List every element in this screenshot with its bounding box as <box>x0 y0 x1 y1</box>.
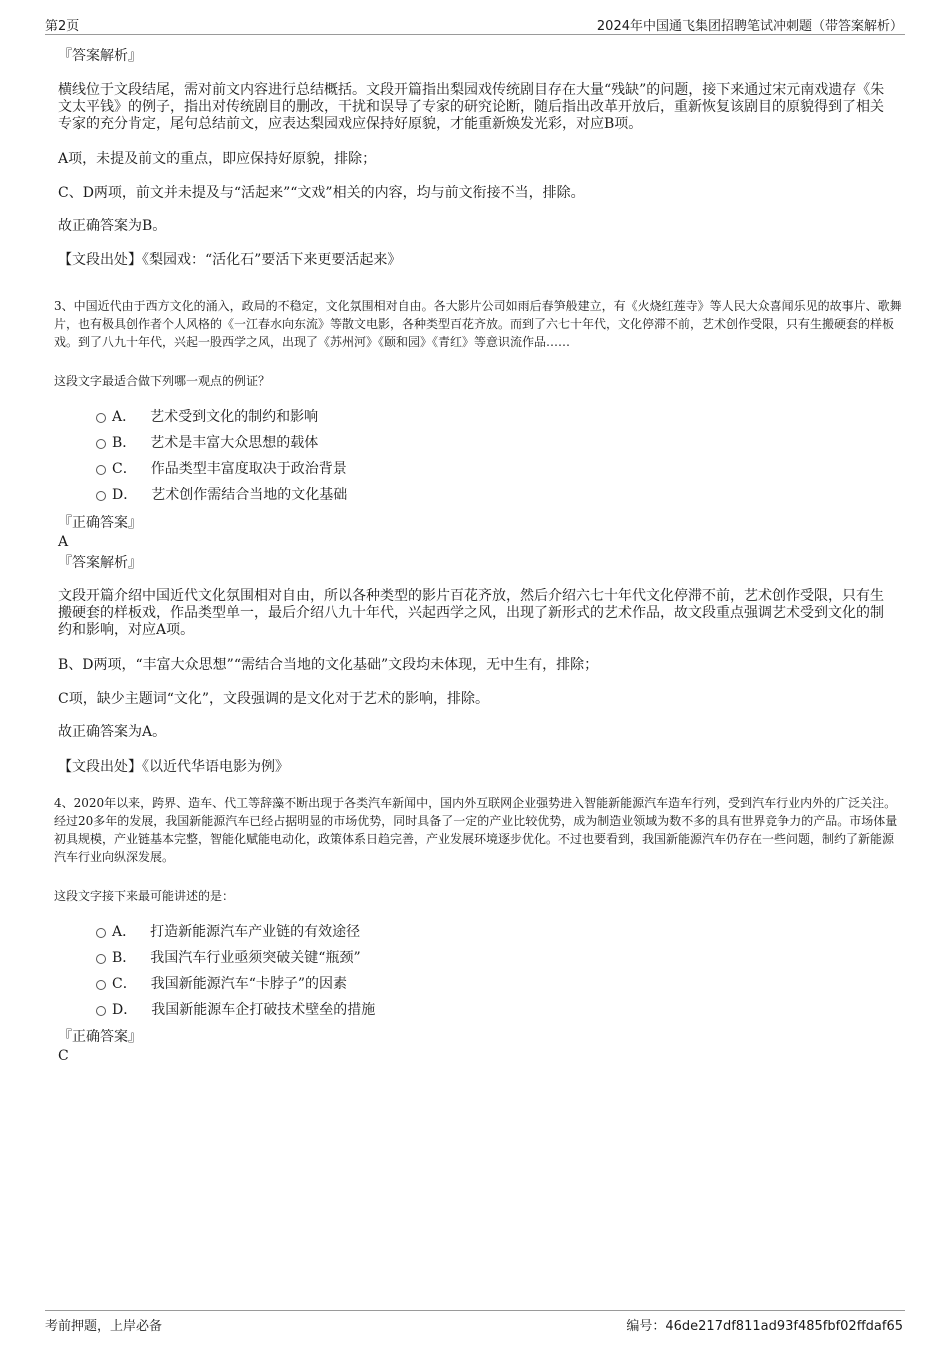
passage-source: 【文段出处】《梨园戏：“活化石”要活下来更要活起来》 <box>58 252 402 268</box>
page-number: 第2页 <box>45 19 80 34</box>
analysis-conclusion: 故正确答案为A。 <box>58 724 167 740</box>
correct-answer: C <box>58 1048 69 1064</box>
passage-source: 【文段出处】《以近代华语电影为例》 <box>58 759 289 775</box>
radio-icon[interactable] <box>96 954 106 964</box>
option-text: 艺术是丰富大众思想的载体 <box>150 435 319 451</box>
radio-icon[interactable] <box>96 980 106 990</box>
option-letter: D． <box>112 1002 138 1018</box>
option-c[interactable] <box>96 460 347 478</box>
analysis-heading: 『答案解析』 <box>58 48 142 64</box>
radio-icon[interactable] <box>96 1006 106 1016</box>
option-text: 我国汽车行业亟须突破关键“瓶颈” <box>150 950 361 966</box>
option-d[interactable] <box>96 486 347 504</box>
footer-slogan: 考前押题，上岸必备 <box>45 1319 163 1334</box>
answer-heading: 『正确答案』 <box>58 1029 142 1045</box>
option-text: 我国新能源车企打破技术壁垒的措施 <box>151 1002 376 1018</box>
option-letter: B． <box>112 950 137 966</box>
option-text: 艺术创作需结合当地的文化基础 <box>151 487 348 503</box>
correct-answer: A <box>58 534 69 550</box>
page-footer <box>45 1310 905 1335</box>
analysis-text: 横线位于文段结尾，需对前文内容进行总结概括。文段开篇指出梨园戏传统剧目存在大量“残缺”的问题，接下来通过宋元南戏遗存《朱文太平钱》的例子，指出对传统剧目的删改，干扰和误导了专家的研究论断，随后指出改革开放后，重新恢复该剧目的原貌得到了相关专家的充分肯定，尾句总结前文，应表达梨园戏应保持好原貌，才能重新焕发光彩，对应B项。 <box>58 82 885 132</box>
document-title: 2024年中国通飞集团招聘笔试冲刺题（带答案解析） <box>596 19 903 34</box>
option-letter: C． <box>112 976 137 992</box>
analysis-heading: 『答案解析』 <box>58 555 142 571</box>
question-prompt: 这段文字接下来最可能讲述的是： <box>54 889 235 903</box>
radio-icon[interactable] <box>96 928 106 938</box>
option-b[interactable] <box>96 949 361 967</box>
radio-icon[interactable] <box>96 465 106 475</box>
analysis-note-c: C项，缺少主题词“文化”，文段强调的是文化对于艺术的影响，排除。 <box>58 691 490 707</box>
question-stem: 4、2020年以来，跨界、造车、代工等辞藻不断出现于各类汽车新闻中，国内外互联网企业强势进入智能新能源汽车造车行列，受到汽车行业内外的广泛关注。经过20多年的发展，我国新能源汽车已经占据明显的市场优势，同时具备了一定的产业比较优势，成为制造业领域为数不多的具有世界竞争力的产品。市场体量初具规模，产业链基本完整，智能化赋能电动化，政策体系日趋完善，产业发展环境逐步优化。不过也要看到，我国新能源汽车仍存在一些问题，制约了新能源汽车行业向纵深发展。 <box>54 796 898 864</box>
option-a[interactable] <box>96 923 360 941</box>
question-stem: 3、中国近代由于西方文化的涌入，政局的不稳定，文化氛围相对自由。各大影片公司如雨后春笋般建立，有《火烧红莲寺》等人民大众喜闻乐见的故事片、歌舞片，也有极具创作者个人风格的《一江春水向东流》等散文电影，各种类型百花齐放。而到了六七十年代，文化停滞不前，艺术创作受限，只有生搬硬套的样板戏。到了八九十年代，兴起一股西学之风，出现了《苏州河》《颐和园》《青红》等意识流作品…… <box>54 299 902 349</box>
radio-icon[interactable] <box>96 413 106 423</box>
analysis-text: 文段开篇介绍中国近代文化氛围相对自由，所以各种类型的影片百花齐放，然后介绍六七十年代文化停滞不前，艺术创作受限，只有生搬硬套的样板戏，作品类型单一，最后介绍八九十年代，兴起西学之风，出现了新形式的艺术作品，故文段重点强调艺术受到文化的制约和影响，对应A项。 <box>58 588 884 638</box>
option-text: 艺术受到文化的制约和影响 <box>150 409 319 425</box>
analysis-note-a: A项，未提及前文的重点，即应保持好原貌，排除； <box>58 151 377 167</box>
option-b[interactable] <box>96 434 318 452</box>
page-header <box>45 12 905 35</box>
option-letter: C． <box>112 461 137 477</box>
document-code: 编号：46de217df811ad93f485fbf02ffdaf65 <box>626 1319 903 1334</box>
answer-heading: 『正确答案』 <box>58 515 142 531</box>
analysis-note-bd: B、D两项，“丰富大众思想”“需结合当地的文化基础”文段均未体现，无中生有，排除； <box>58 657 599 673</box>
option-text: 作品类型丰富度取决于政治背景 <box>150 461 347 477</box>
option-a[interactable] <box>96 408 318 426</box>
radio-icon[interactable] <box>96 491 106 501</box>
question-prompt: 这段文字最适合做下列哪一观点的例证？ <box>54 374 271 388</box>
option-letter: A． <box>112 409 137 425</box>
option-letter: D． <box>112 487 138 503</box>
option-text: 打造新能源汽车产业链的有效途径 <box>150 924 361 940</box>
option-letter: B． <box>112 435 137 451</box>
option-d[interactable] <box>96 1001 375 1019</box>
radio-icon[interactable] <box>96 439 106 449</box>
analysis-conclusion: 故正确答案为B。 <box>58 218 167 234</box>
analysis-note-cd: C、D两项，前文并未提及与“活起来”“文戏”相关的内容，均与前文衔接不当，排除。 <box>58 185 585 201</box>
option-letter: A． <box>112 924 137 940</box>
option-text: 我国新能源汽车“卡脖子”的因素 <box>150 976 348 992</box>
option-c[interactable] <box>96 975 347 993</box>
